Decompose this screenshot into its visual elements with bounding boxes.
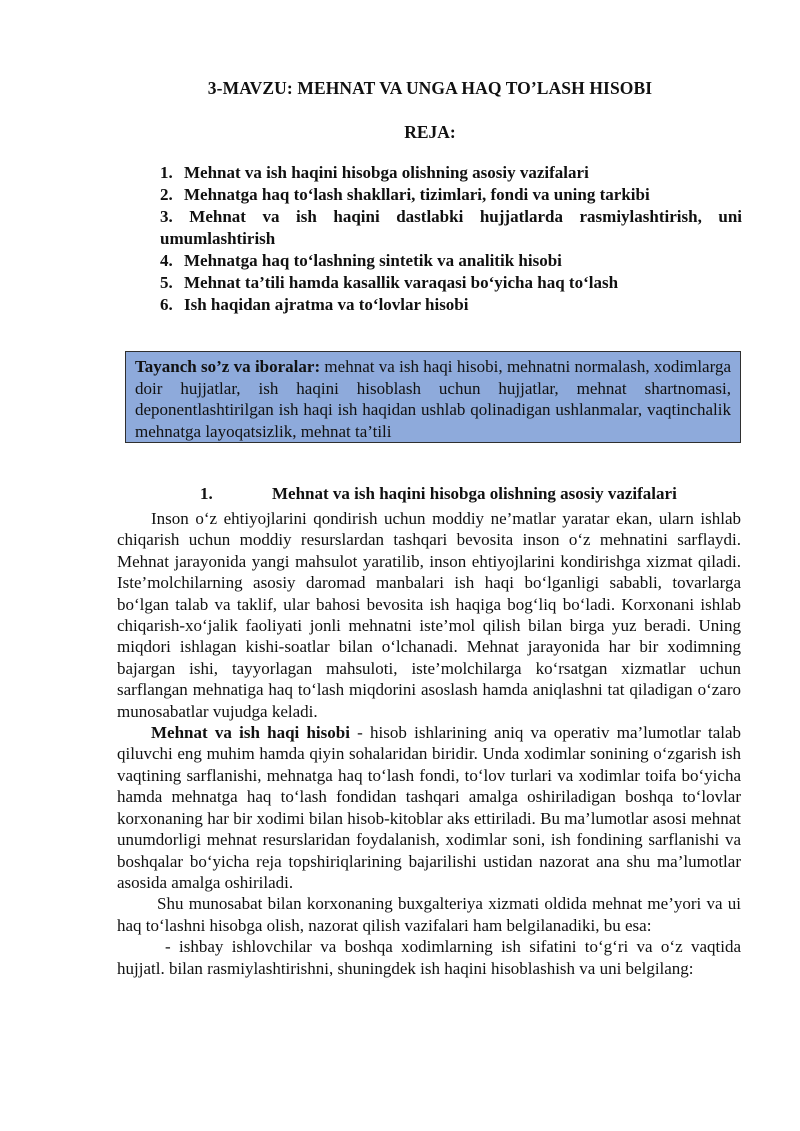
plan-item: [160, 184, 742, 206]
plan-item-number: 2.: [160, 185, 173, 204]
plan-item: [160, 272, 742, 294]
keywords-text: mehnat va ish haqi hisobi, mehnatni normalash, xodimlarga doir hujjatlar, ish haqini hisoblash uchun hujjatlar, mehnat shartnomasi, deponentlashtirilgan ish haqi ish haqidan ushlab qolinadigan ushlanmalar, vaqtinchalik mehnatga layoqatsizlik, mehnat ta’tili: [135, 357, 731, 441]
plan-item: [160, 294, 742, 316]
plan-item-number: 1.: [160, 163, 173, 182]
plan-item-text-wrapped: [160, 206, 742, 250]
plan-heading: REJA:: [404, 122, 456, 142]
plan-item: [160, 206, 742, 250]
plan-item: [160, 162, 742, 184]
paragraph: Inson o‘z ehtiyojlarini qondirish uchun moddiy ne’matlar yaratar ekan, ularn ishlab chiqarish uchun moddiy resurslardan tashqari bevosita inson o‘z mehnatini sarflaydi. Mehnat jarayonida yangi mahsulot yaratilib, inson ehtiyojlarini kondirishga xizmat qiladi. Iste’molchilarning asosiy daromad manbalari ish haqi bo‘lganligi sababli, tovarlarga bo‘lgan talab va taklif, ular bahosi bevosita ish haqiga bog‘liq bo‘ladi. Korxonani ishlab chiqarish-xo‘jalik faoliyati jonli mehnatni iste’mol qilish bilan birga yuz beradi. Uning miqdori ishlagan kishi-soatlar bilan o‘lchanadi. Mehnat jarayonida har bir xodimning bajargan ishi, tayyorlagan mahsuloti, iste’molchilarga ko‘rsatgan xizmatlar uchun sarflangan mehnatiga haq to‘lash miqdorini asoslash hamda aniqlashni tat qiladigan o‘zaro munosabatlar vujudga keladi.: [117, 509, 741, 721]
section-title: Mehnat va ish haqini hisobga olishning asosiy vazifalari: [272, 484, 677, 503]
plan-item: [160, 250, 742, 272]
plan-item-text: Mehnat va ish haqini dastlabki hujjatlarda rasmiylashtirish, uni umumlashtirish: [160, 207, 742, 248]
paragraph: - ishbay ishlovchilar va boshqa xodimlarning ish sifatini to‘g‘ri va o‘z vaqtida hujjatl. bilan rasmiylashtirishni, shuningdek ish haqini hisoblashish va uni belgilang:: [117, 937, 741, 978]
paragraph: Shu munosabat bilan korxonaning buxgalteriya xizmati oldida mehnat me’yori va ui haq to‘lashni hisobga olish, nazorat qilish vazifalari ham belgilanadiki, bu esa:: [117, 894, 741, 935]
plan-item-number: 5.: [160, 273, 173, 292]
plan-item-text: Mehnatga haq to‘lash shakllari, tizimlari, fondi va uning tarkibi: [184, 185, 650, 204]
keywords-box: [125, 351, 741, 443]
paragraph-text: - hisob ishlarining aniq va operativ ma’lumotlar talab qiluvchi eng muhim hamda qiyin sohalaridan biridir. Unda xodimlar sonining o‘zgarish ish vaqtining sarflanishi, mehnatga haq to‘lash fondi, to‘lov turlari va xodimlar toifa bo‘yicha hamda mehnatga haq to‘lash fondidan tashqari amalga oshiriladigan boshqa to‘lovlar korxonaning har bir xodimi bilan hisob-kitoblar aks ettiriladi. Bu ma’lumotlar asosi mehnat unumdorligi mehnat resurslaridan foydalanish, xodimlar soni, ish fondining sarflanishi va boshqalar bo‘yicha reja topshiriqlarining bajarilishi ustidan nazorat ana shu ma’lumotlar asosida amalga oshiriladi.: [117, 723, 742, 892]
plan-item-number: 4.: [160, 251, 173, 270]
plan-item-number: 6.: [160, 295, 173, 314]
plan-item-text: Mehnat ta’tili hamda kasallik varaqasi bo‘yicha haq to‘lash: [184, 273, 619, 292]
plan-item-text: Ish haqidan ajratma va to‘lovlar hisobi: [184, 295, 469, 314]
section-number: 1.: [200, 484, 213, 503]
paragraph-bold-lead: Mehnat va ish haqi hisobi: [151, 723, 350, 743]
plan-item-number: 3.: [160, 207, 173, 226]
plan-list: [160, 162, 742, 316]
document-title: 3-MAVZU: MEHNAT VA UNGA HAQ TO’LASH HISOBI: [207, 78, 653, 98]
keywords-lead: Tayanch so’z va iboralar:: [135, 357, 321, 376]
plan-item-text: Mehnatga haq to‘lashning sintetik va analitik hisobi: [184, 251, 562, 270]
plan-item-text: Mehnat va ish haqini hisobga olishning asosiy vazifalari: [184, 163, 589, 182]
paragraph: [117, 722, 741, 893]
section-heading: [200, 484, 677, 504]
section-body: [117, 508, 741, 979]
